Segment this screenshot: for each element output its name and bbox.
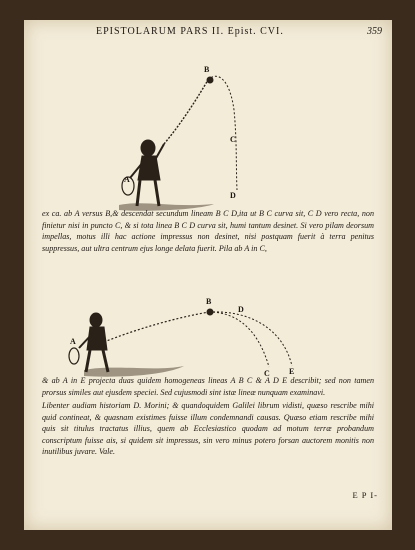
page-number: 359 [367, 26, 382, 37]
racket [69, 348, 79, 364]
label-b: B [204, 65, 210, 74]
trajectory-de-fall [209, 312, 292, 366]
label-b: B [206, 297, 212, 306]
label-a: A [124, 175, 130, 184]
label-c: C [264, 369, 270, 378]
catchword: E P I- [352, 490, 378, 500]
running-head: EPISTOLARUM PARS II. Epist. CVI. [96, 26, 284, 37]
label-c: C [230, 135, 236, 144]
paragraph-2: & ab A in E projecta duas quidem homogeneas lineas A B C & A D E describit; sed non tamen prorsus similes aut ejusdem speciei. Sed cujusmodi sint istæ lineæ nunquam examinavi. [42, 376, 374, 397]
head [141, 140, 155, 156]
person-with-racket [122, 140, 164, 206]
arm-right [155, 144, 164, 160]
figure-bottom-trajectory [24, 282, 392, 382]
trajectory-bc-fall [209, 312, 269, 367]
ball-point-b [207, 309, 214, 316]
label-d: D [238, 305, 244, 314]
paragraph-1: ex ca. ab A versus B,& descendat secundum lineam B C D,ita ut B C curva sit, C D vero recta, non finietur nisi in puncto C, & si tota linea B C D curva sit, humi tantum desinet. Si vero pilam deorsum impellas, motus illi hac actione impressus non desinet, nisi postquam fuerit à terra penitus suppressus, aut ultra centrum ejus longe delata fuerit. Pila ab A in C, [42, 209, 374, 253]
trajectory-fall [208, 76, 237, 190]
label-d: D [230, 191, 236, 200]
ball-point-b [207, 77, 214, 84]
trajectory-rise [164, 80, 208, 144]
label-a: A [70, 337, 76, 346]
book-page [24, 20, 392, 530]
torso [87, 327, 107, 350]
paragraph-3: Libenter audiam historiam D. Morini; & quandoquidem Galilei librum vidisti, quæso rescribe mihi quid contineat, & quasnam existimes fuisse illum condemnandi causas. Quæso etiam rescribe mihi quis sit titulus tractatus illius, quem ab Ecclesiastico quodam ad motum terræ probandum conscriptum fuisse ais, si quidem sit impressus, sin vero minus potero forsan auctorem monitis non inutilibus juvare. Vale. [42, 401, 374, 456]
figure-top-trajectory [24, 40, 392, 215]
label-e: E [289, 367, 295, 376]
legs [137, 180, 159, 206]
torso [138, 156, 160, 180]
trajectory-abc [104, 312, 209, 342]
head [90, 313, 102, 327]
